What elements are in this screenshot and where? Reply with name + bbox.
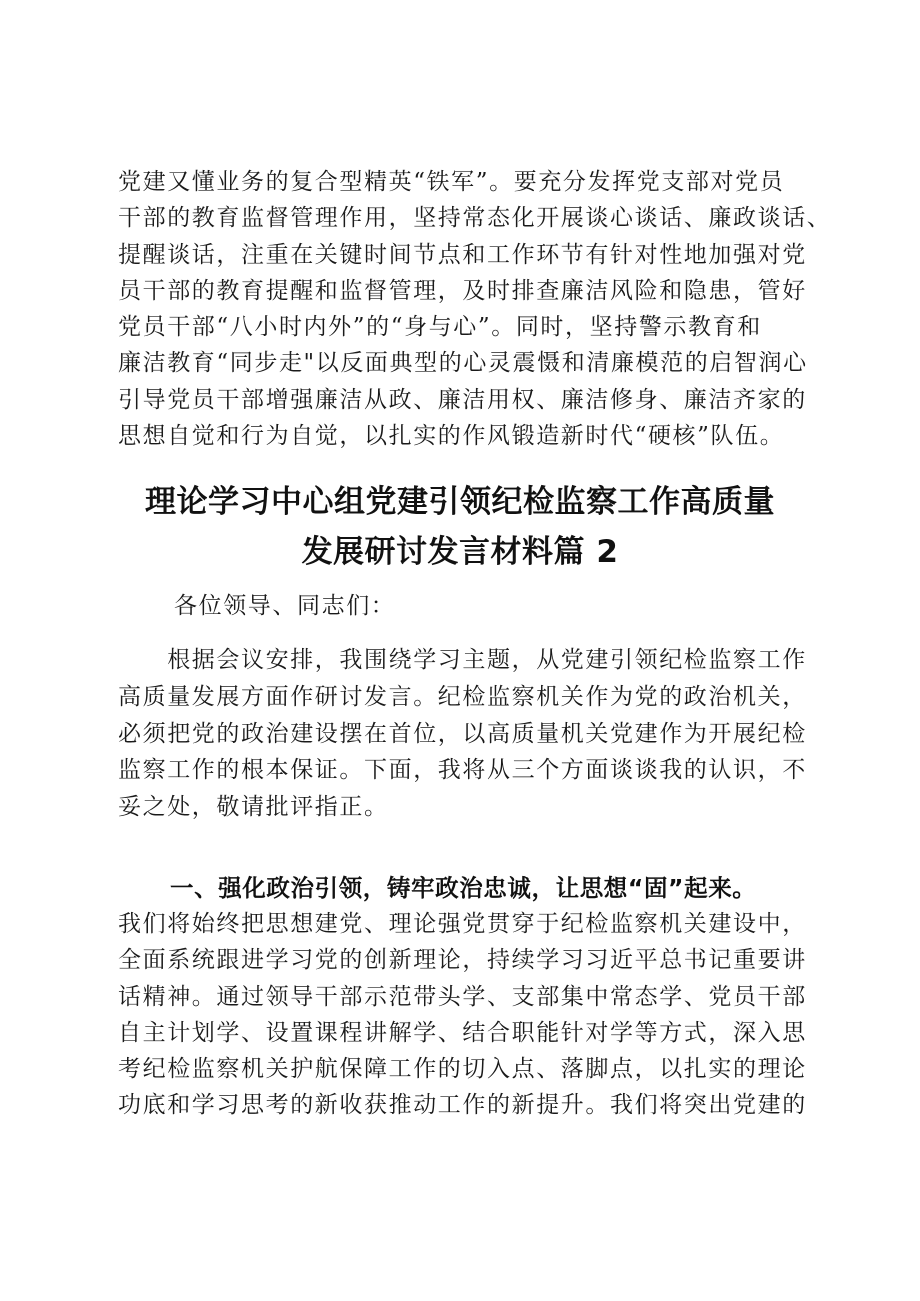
text-line: 考纪检监察机关护航保障工作的切入点、落脚点，以扎实的理论 [118,1056,807,1083]
text-line: 廉洁教育“同步走"以反面典型的心灵震慑和清廉模范的启智润心 [118,350,808,377]
text-line: 话精神。通过领导干部示范带头学、支部集中常态学、党员干部 [118,983,807,1010]
text-line: 党建又懂业务的复合型精英“铁军”。要充分发挥党支部对党员 [118,169,785,195]
paragraph-continued [118,164,832,454]
page-title-line-1: 理论学习中心组党建引领纪检监察工作高质量 [145,484,775,520]
text-line: 全面系统跟进学习党的创新理论，持续学习习近平总书记重要讲 [118,947,807,974]
text-line: 功底和学习思考的新收获推动工作的新提升。我们将突出党建的 [118,1092,807,1119]
text-line: 干部的教育监督管理作用，坚持常态化开展谈心谈话、廉政谈话、 [118,205,832,232]
greeting: 各位领导、同志们： [174,593,396,619]
text-line: 我们将始终把思想建党、理论强党贯穿于纪检监察机关建设中， [118,911,807,937]
text-line: 妥之处，敬请批评指正。 [118,794,389,821]
text-line: 提醒谈话，注重在关键时间节点和工作环节有针对性地加强对党 [118,241,807,268]
text-line: 高质量发展方面作研讨发言。纪检监察机关作为党的政治机关， [118,683,807,710]
text-line: 思想自觉和行为自觉，以扎实的作风锻造新时代“硬核”队伍。 [118,423,785,450]
text-line: 监察工作的根本保证。下面，我将从三个方面谈谈我的认识，不 [118,757,807,784]
text-line: 自主计划学、设置课程讲解学、结合职能针对学等方式，深入思 [118,1019,807,1046]
text-line: 引导党员干部增强廉洁从政、廉洁用权、廉洁修身、廉洁齐家的 [118,386,807,413]
text-line: 根据会议安排，我围绕学习主题，从党建引领纪检监察工作 [118,647,807,673]
section-heading: 一、强化政治引领，铸牢政治忠诚，让思想“固”起来。 [170,874,757,902]
intro-paragraph [118,642,818,826]
page-title-line-2: 发展研讨发言材料篇 2 [301,534,619,570]
text-line: 必须把党的政治建设摆在首位，以高质量机关党建作为开展纪检 [118,720,807,747]
part1-paragraph [118,870,818,1124]
text-line: 员干部的教育提醒和监督管理，及时排查廉洁风险和隐患，管好 [118,277,807,304]
text-line: 党员干部“八小时内外”的“身与心”。同时，坚持警示教育和 [118,314,762,341]
